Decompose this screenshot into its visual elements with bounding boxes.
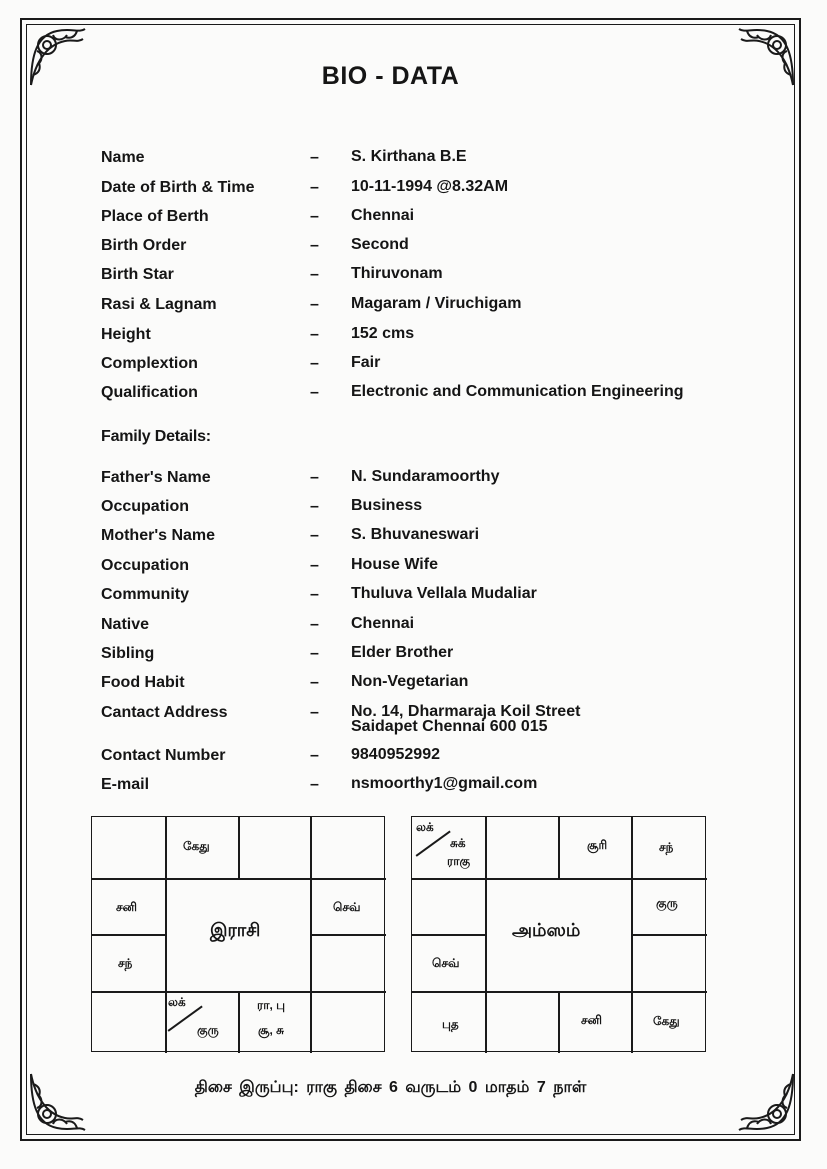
detail-row-father xyxy=(0,469,760,493)
grid-line xyxy=(412,878,707,880)
amsam-chart-title: அம்ஸம் xyxy=(512,920,581,940)
detail-row-place xyxy=(0,208,760,232)
detail-value: Non-Vegetarian xyxy=(351,673,469,690)
detail-label: Height xyxy=(101,326,151,343)
separator: – xyxy=(310,355,319,372)
detail-row-contact-number xyxy=(0,747,760,771)
grid-line xyxy=(311,934,386,936)
detail-row-father-occupation xyxy=(0,498,760,522)
grid-line xyxy=(238,817,240,879)
separator: – xyxy=(310,384,319,401)
detail-value: 152 cms xyxy=(351,325,415,342)
detail-value: 10-11-1994 @8.32AM xyxy=(351,178,509,195)
detail-row-qualification xyxy=(0,384,760,408)
separator: – xyxy=(310,586,319,603)
detail-value: S. Bhuvaneswari xyxy=(351,526,480,543)
detail-row-mother-occupation xyxy=(0,557,760,581)
detail-label: Name xyxy=(101,149,145,166)
detail-row-name xyxy=(0,149,760,173)
amsam-top-1b: ராகு xyxy=(447,854,471,868)
detail-label: Food Habit xyxy=(101,674,185,691)
detail-label: Mother's Name xyxy=(101,527,216,544)
separator: – xyxy=(310,179,319,196)
detail-row-rasi xyxy=(0,296,760,320)
rasi-chart-title: இராசி xyxy=(210,920,261,940)
detail-label: Complextion xyxy=(101,355,198,372)
amsam-right-1: குரு xyxy=(656,896,678,910)
amsam-top-4: சந் xyxy=(659,840,674,854)
rasi-left-2: சந் xyxy=(118,956,133,970)
amsam-chart xyxy=(411,816,706,1052)
detail-label: Occupation xyxy=(101,498,190,515)
grid-line xyxy=(632,934,707,936)
separator: – xyxy=(310,776,319,793)
amsam-top-1a: சுக் xyxy=(450,836,466,850)
detail-label: E-mail xyxy=(101,776,150,793)
detail-value: nsmoorthy1@gmail.com xyxy=(351,775,538,792)
detail-label: Rasi & Lagnam xyxy=(101,296,217,313)
separator: – xyxy=(310,674,319,691)
separator: – xyxy=(310,469,319,486)
detail-row-mother xyxy=(0,527,760,551)
detail-label: Date of Birth & Time xyxy=(101,179,255,196)
grid-line xyxy=(238,991,240,1053)
grid-line xyxy=(92,991,386,993)
detail-label: Father's Name xyxy=(101,469,211,486)
detail-label: Birth Order xyxy=(101,237,187,254)
detail-label: Sibling xyxy=(101,645,155,662)
detail-label: Community xyxy=(101,586,189,603)
rasi-lagnam: லக் xyxy=(168,995,186,1009)
detail-row-dob xyxy=(0,179,760,203)
separator: – xyxy=(310,208,319,225)
detail-label: Cantact Address xyxy=(101,704,228,721)
detail-value-line2: Saidapet Chennai 600 015 xyxy=(351,718,548,735)
separator: – xyxy=(310,557,319,574)
separator: – xyxy=(310,498,319,515)
detail-value: Magaram / Viruchigam xyxy=(351,295,522,312)
detail-value: N. Sundaramoorthy xyxy=(351,468,500,485)
separator: – xyxy=(310,645,319,662)
rasi-bottom-3a: ரா, பு xyxy=(257,998,286,1012)
amsam-left-2: செவ் xyxy=(432,956,460,970)
detail-row-birth-star xyxy=(0,266,760,290)
separator: – xyxy=(310,704,319,721)
detail-row-food-habit xyxy=(0,674,760,698)
detail-value: Elder Brother xyxy=(351,644,454,661)
amsam-bottom-1: புத xyxy=(442,1017,459,1031)
rasi-right-1: செவ் xyxy=(333,900,361,914)
separator: – xyxy=(310,149,319,166)
detail-row-community xyxy=(0,586,760,610)
detail-value: No. 14, Dharmaraja Koil Street xyxy=(351,703,581,720)
detail-value: Thuluva Vellala Mudaliar xyxy=(351,585,537,602)
detail-row-sibling xyxy=(0,645,760,669)
grid-line xyxy=(558,817,560,879)
detail-row-height xyxy=(0,326,760,350)
page-title: BIO - DATA xyxy=(321,62,460,90)
detail-label: Birth Star xyxy=(101,266,174,283)
detail-value: Thiruvonam xyxy=(351,265,443,282)
separator: – xyxy=(310,266,319,283)
grid-line xyxy=(485,817,487,1053)
detail-row-native xyxy=(0,616,760,640)
detail-value: Business xyxy=(351,497,423,514)
detail-value: Fair xyxy=(351,354,381,371)
grid-line xyxy=(92,934,165,936)
rasi-bottom-2: குரு xyxy=(197,1023,219,1037)
rasi-chart xyxy=(91,816,385,1052)
detail-value: Second xyxy=(351,236,409,253)
family-details-heading: Family Details: xyxy=(101,428,211,445)
grid-line xyxy=(412,991,707,993)
detail-label: Qualification xyxy=(101,384,198,401)
detail-label: Place of Berth xyxy=(101,208,209,225)
detail-row-email xyxy=(0,776,760,800)
amsam-lagnam: லக் xyxy=(416,820,434,834)
dasa-balance: திசை இருப்பு: ராகு திசை 6 வருடம் 0 மாதம் 7 நாள் xyxy=(194,1079,587,1096)
amsam-top-3: சூரி xyxy=(587,838,608,852)
detail-value: Electronic and Communication Engineering xyxy=(351,383,684,400)
detail-value: Chennai xyxy=(351,207,415,224)
detail-label: Occupation xyxy=(101,557,190,574)
separator: – xyxy=(310,616,319,633)
detail-row-complexion xyxy=(0,355,760,379)
rasi-left-1: சனி xyxy=(116,900,137,914)
amsam-bottom-3: சனி xyxy=(581,1013,602,1027)
amsam-bottom-4: கேது xyxy=(653,1014,680,1028)
detail-value: House Wife xyxy=(351,556,438,573)
detail-label: Contact Number xyxy=(101,747,226,764)
rasi-top-2: கேது xyxy=(183,839,210,853)
separator: – xyxy=(310,747,319,764)
grid-line xyxy=(165,817,167,1053)
detail-value: Chennai xyxy=(351,615,415,632)
detail-value: S. Kirthana B.E xyxy=(351,148,467,165)
separator: – xyxy=(310,237,319,254)
grid-line xyxy=(92,878,386,880)
separator: – xyxy=(310,296,319,313)
detail-value: 9840952992 xyxy=(351,746,440,763)
rasi-bottom-3b: சூ, சு xyxy=(258,1023,284,1037)
detail-row-birth-order xyxy=(0,237,760,261)
separator: – xyxy=(310,527,319,544)
detail-label: Native xyxy=(101,616,150,633)
grid-line xyxy=(558,991,560,1053)
grid-line xyxy=(412,934,485,936)
separator: – xyxy=(310,326,319,343)
detail-row-address xyxy=(0,704,760,740)
